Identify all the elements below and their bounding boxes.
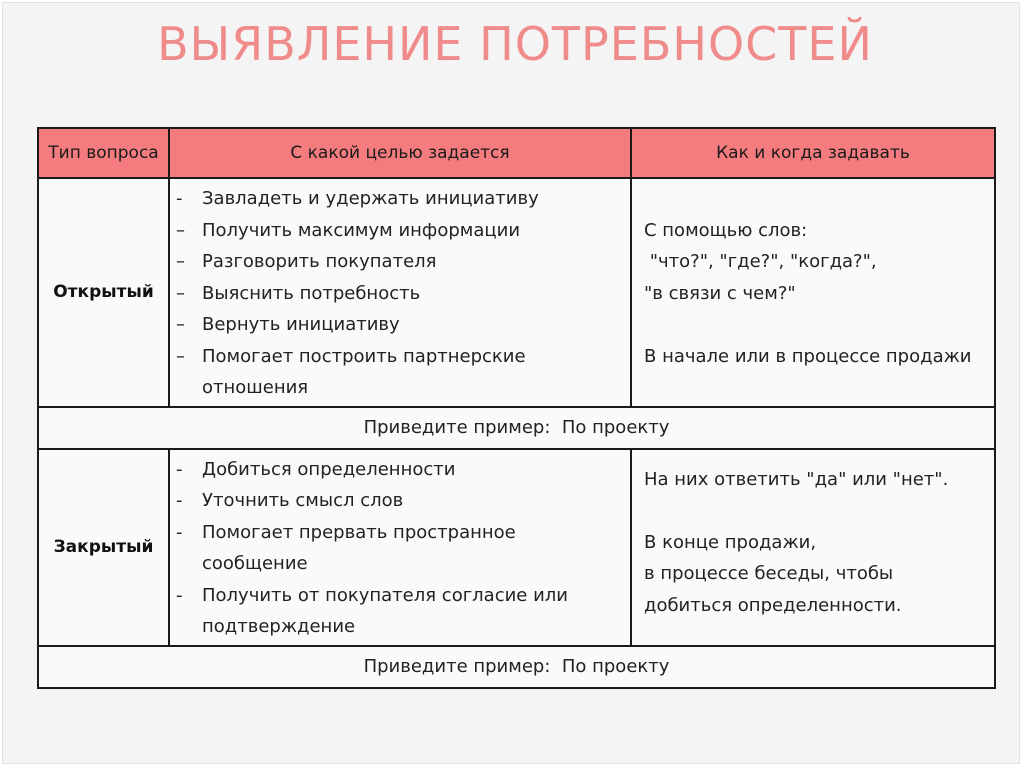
how-line: в процессе беседы, чтобы [644, 563, 894, 584]
slide [2, 2, 1020, 764]
list-item: подтверждение [202, 616, 356, 637]
question-type-closed: Закрытый [38, 449, 169, 646]
how-cell-closed [631, 449, 995, 646]
table-header-row [38, 128, 995, 178]
list-item: – Помогает построить партнерские [176, 345, 526, 367]
list-item: – Получить максимум информации [176, 219, 521, 241]
table-row-closed [38, 449, 995, 646]
table-row-open [38, 178, 995, 407]
how-line: "в связи с чем?" [644, 282, 796, 304]
question-type-open: Открытый [38, 178, 169, 407]
list-item: - Помогает прервать пространное [176, 521, 516, 543]
list-item: – Вернуть инициативу [176, 314, 400, 335]
how-line: На них ответить "да" или "нет". [644, 468, 949, 490]
header-question-type: Тип вопроса [38, 128, 169, 178]
needs-table [37, 127, 996, 689]
list-item: - Получить от покупателя согласие или [176, 584, 568, 606]
how-line: В начале или в процессе продажи [644, 345, 972, 367]
how-line: В конце продажи, [644, 531, 817, 553]
list-item: - Завладеть и удержать инициативу [176, 188, 539, 209]
how-cell-open [631, 178, 995, 407]
list-item: - Добиться определенности [176, 458, 456, 480]
example-closed: Приведите пример: По проекту [38, 646, 995, 688]
how-line: "что?", "где?", "когда?", [644, 251, 877, 272]
example-open: Приведите пример: По проекту [38, 407, 995, 449]
example-row-open [38, 407, 995, 449]
goals-cell-open [169, 178, 631, 407]
how-line [644, 183, 982, 215]
how-line: добиться определенности. [644, 594, 902, 616]
how-line: С помощью слов: [644, 219, 808, 241]
page-title: ВЫЯВЛЕНИЕ ПОТРЕБНОСТЕЙ [157, 17, 873, 71]
how-line [644, 309, 982, 341]
list-item: - Уточнить смысл слов [176, 490, 404, 511]
example-row-closed [38, 646, 995, 688]
list-item: сообщение [202, 553, 308, 574]
how-line [644, 495, 982, 527]
goals-cell-closed [169, 449, 631, 646]
list-item: – Выяснить потребность [176, 282, 421, 304]
list-item: отношения [202, 377, 309, 398]
header-purpose: С какой целью задается [169, 128, 631, 178]
list-item: – Разговорить покупателя [176, 251, 437, 272]
header-how-when: Как и когда задавать [631, 128, 995, 178]
